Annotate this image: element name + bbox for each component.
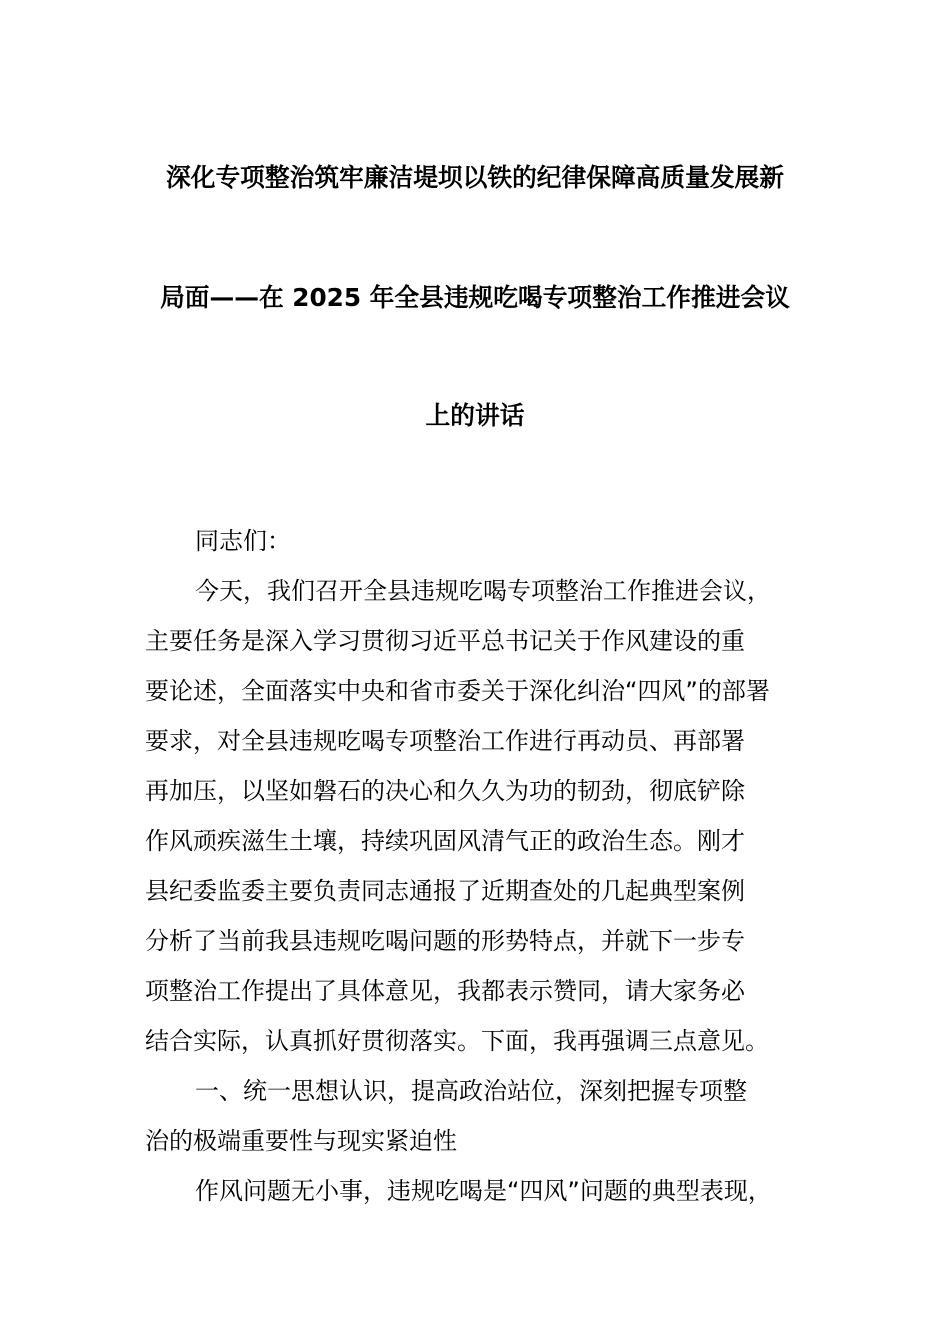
body-line: 县纪委监委主要负责同志通报了近期查处的几起典型案例 bbox=[145, 877, 745, 905]
section-heading-line: 一、统一思想认识，提高政治站位，深刻把握专项整 bbox=[195, 1077, 747, 1105]
body-line: 主要任务是深入学习贯彻习近平总书记关于作风建设的重 bbox=[145, 627, 745, 655]
section-heading-line: 治的极端重要性与现实紧迫性 bbox=[145, 1127, 457, 1155]
document-title-line-1: 深化专项整治筑牢廉洁堤坝以铁的纪律保障高质量发展新 bbox=[166, 163, 784, 192]
body-line: 要求，对全县违规吃喝专项整治工作进行再动员、再部署 bbox=[145, 727, 745, 755]
document-title-line-2: 局面——在 2025 年全县违规吃喝专项整治工作推进会议 bbox=[160, 283, 790, 312]
body-line: 结合实际，认真抓好贯彻落实。下面，我再强调三点意见。 bbox=[145, 1027, 769, 1055]
body-line: 作风问题无小事，违规吃喝是“四风”问题的典型表现， bbox=[195, 1177, 772, 1205]
body-line: 作风顽疾滋生土壤，持续巩固风清气正的政治生态。刚才 bbox=[145, 827, 745, 855]
body-line: 今天，我们召开全县违规吃喝专项整治工作推进会议， bbox=[195, 577, 771, 605]
body-line: 再加压，以坚如磐石的决心和久久为功的韧劲，彻底铲除 bbox=[145, 777, 745, 805]
document-title-line-3: 上的讲话 bbox=[425, 401, 525, 430]
body-line: 要论述，全面落实中央和省市委关于深化纠治“四风”的部署 bbox=[145, 677, 770, 705]
salutation: 同志们： bbox=[195, 527, 291, 555]
body-line: 项整治工作提出了具体意见，我都表示赞同，请大家务必 bbox=[145, 977, 745, 1005]
body-line: 分析了当前我县违规吃喝问题的形势特点，并就下一步专 bbox=[145, 927, 745, 955]
